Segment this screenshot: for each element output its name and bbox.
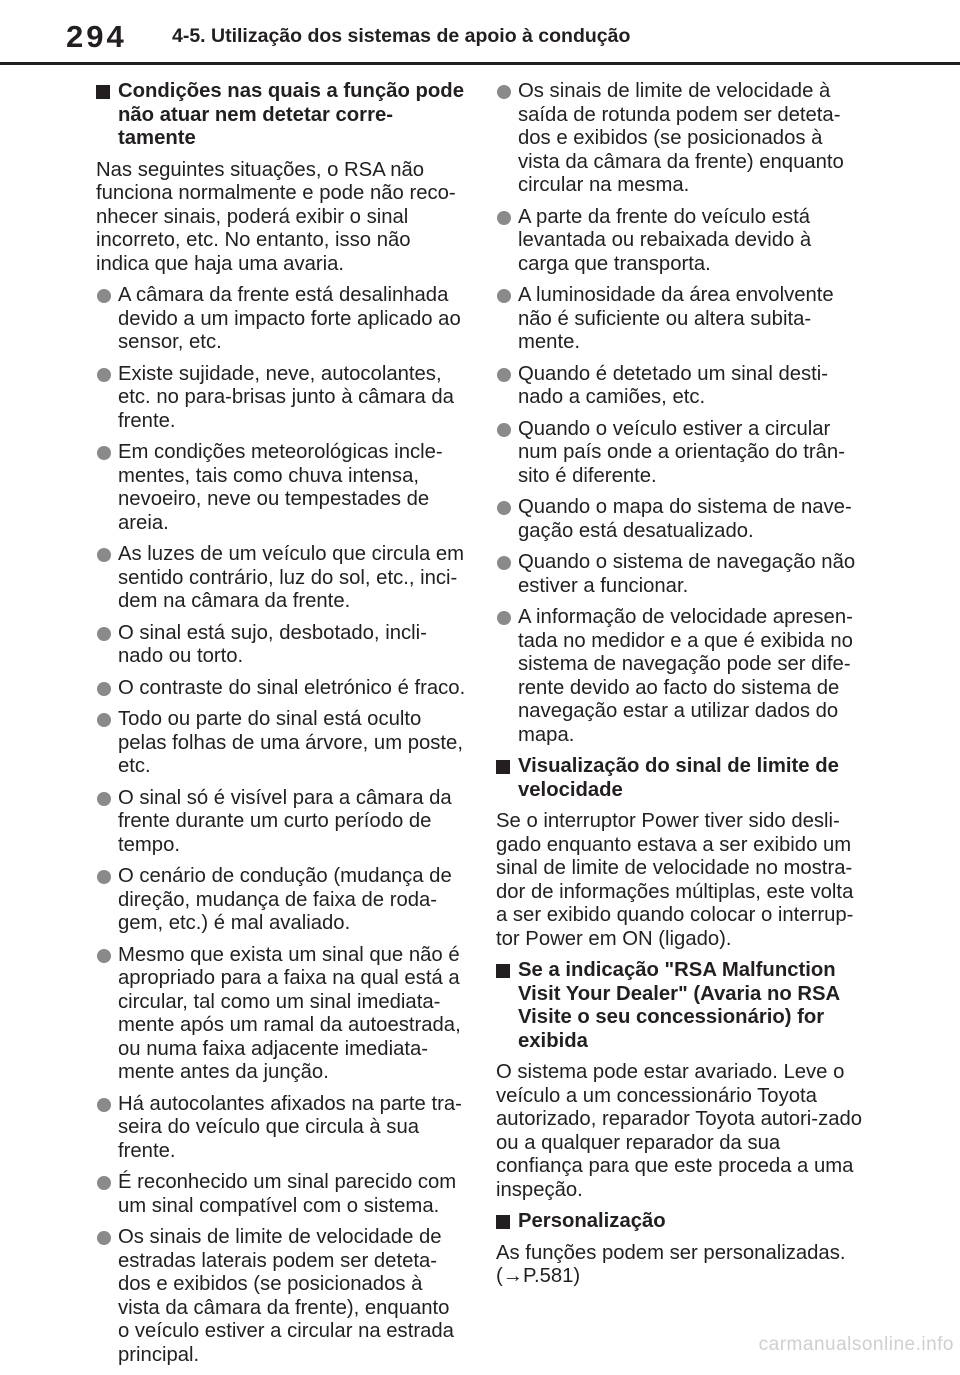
watermark: carmanualsonline.info [758,1334,954,1355]
sign-display-paragraph: Se o interruptor Power tiver sido desli-gado enquanto estava a ser exibido um sinal de limite de velocidade no mostra-dor de informações múltiplas, este volta a ser exibido quando colocar o interrup-tor Power em ON (ligado). [496,810,854,950]
bullet-dot-icon [497,289,511,303]
bullet-dot-icon [497,611,511,625]
list-item [96,865,466,936]
list-item-text: É reconhecido um sinal parecido com um sinal compatível com o sistema. [118,1171,457,1217]
section-title: 4-5. Utilização dos sistemas de apoio à condução [172,25,631,47]
list-item [96,622,466,669]
bullet-dot-icon [97,446,111,460]
list-item-text: A informação de velocidade apresen-tada no medidor e a que é exibida no sistema de navegação pode ser dife-rente devido ao facto do sistema de navegação estar a utilizar dados do mapa. [518,606,853,746]
list-item-text: Todo ou parte do sinal está oculto pelas folhas de uma árvore, um poste, etc. [118,708,463,777]
list-item [96,1226,466,1367]
customization-paragraph: As funções podem ser personalizadas. (→P.581) [496,1241,846,1287]
bullet-dot-icon [97,289,111,303]
list-item [496,551,866,598]
bullet-dot-icon [97,682,111,696]
square-bullet-icon [496,1215,510,1229]
condition-list-continued [496,80,866,747]
list-item [496,496,866,543]
list-item-text: O sinal está sujo, desbotado, incli-nado ou torto. [118,621,427,667]
list-item [96,441,466,535]
bullet-dot-icon [497,368,511,382]
bullet-dot-icon [97,1098,111,1112]
bullet-dot-icon [497,556,511,570]
list-item [496,418,866,489]
list-item-text: Existe sujidade, neve, autocolantes, etc. no para-brisas junto à câmara da frente. [118,362,454,432]
list-item [96,787,466,858]
list-item-text: Quando é detetado um sinal desti-nado a camiões, etc. [518,362,829,408]
bullet-dot-icon [97,368,111,382]
list-item [496,206,866,277]
bullet-dot-icon [97,1176,111,1190]
square-bullet-icon [496,964,510,978]
list-item-text: O contraste do sinal eletrónico é fraco. [118,676,466,699]
bullet-dot-icon [97,870,111,884]
list-item [96,1093,466,1164]
malfunction-paragraph: O sistema pode estar avariado. Leve o veículo a um concessionário Toyota autorizado, reparador Toyota autori-zado ou a qualquer reparador da sua confiança para que este proceda a uma inspeção. [496,1061,863,1201]
list-item [96,1171,466,1218]
left-column [96,80,466,1375]
list-item-text: Quando o sistema de navegação não estiver a funcionar. [518,551,856,597]
list-item [96,677,466,701]
list-item [496,284,866,355]
square-bullet-icon [496,760,510,774]
bullet-dot-icon [497,85,511,99]
list-item [96,363,466,434]
heading-text: Condições nas quais a função pode não atuar nem detetar corre-tamente [118,80,464,149]
list-item-text: As luzes de um veículo que circula em sentido contrário, luz do sol, etc., inci-dem na câmara da frente. [118,543,465,612]
bullet-dot-icon [97,548,111,562]
list-item [496,363,866,410]
bullet-dot-icon [97,1231,111,1245]
section-heading-customization [496,1210,866,1234]
list-item [96,543,466,614]
list-item-text: A luminosidade da área envolvente não é suficiente ou altera subita-mente. [518,284,834,353]
list-item-text: Há autocolantes afixados na parte tra-seira do veículo que circula à sua frente. [118,1092,462,1162]
list-item-text: Os sinais de limite de velocidade à saída de rotunda podem ser deteta-dos e exibidos (se posicionados à vista da câmara da frente) enquanto circular na mesma. [518,80,844,196]
list-item [496,606,866,747]
header-divider [0,62,960,65]
square-bullet-icon [96,85,110,99]
page-number: 294 [66,19,127,54]
list-item [96,708,466,779]
bullet-dot-icon [97,627,111,641]
list-item-text: O sinal só é visível para a câmara da frente durante um curto período de tempo. [118,786,452,856]
bullet-dot-icon [97,949,111,963]
section-heading-sign-display [496,755,866,802]
list-item-text: Mesmo que exista um sinal que não é apropriado para a faixa na qual está a circular, tal como um sinal imediata-mente após um ramal da autoestrada, ou numa faixa adjacente imediata-mente antes da junção. [118,943,461,1083]
bullet-dot-icon [97,792,111,806]
page-header [0,0,960,66]
bullet-dot-icon [497,423,511,437]
intro-paragraph: Nas seguintes situações, o RSA não funciona normalmente e pode não reco-nhecer sinais, poderá exibir o sinal incorreto, etc. No entanto, isso não indica que haja uma avaria. [96,158,456,275]
list-item [96,944,466,1085]
list-item-text: Os sinais de limite de velocidade de estradas laterais podem ser deteta-dos e exibidos (se posicionados à vista da câmara da frente), enquanto o veículo estiver a circular na estrada principal. [118,1226,454,1366]
heading-text: Personalização [518,1210,666,1232]
list-item-text: Quando o mapa do sistema de nave-gação está desatualizado. [518,496,852,542]
list-item-text: O cenário de condução (mudança de direção, mudança de faixa de roda-gem, etc.) é mal avaliado. [118,865,452,934]
bullet-dot-icon [497,501,511,515]
list-item [496,80,866,198]
bullet-dot-icon [97,713,111,727]
list-item-text: A câmara da frente está desalinhada devido a um impacto forte aplicado ao sensor, etc. [118,284,461,353]
heading-text: Se a indicação "RSA Malfunction Visit Your Dealer" (Avaria no RSA Visite o seu concessionário) for exibida [518,959,840,1052]
list-item [96,284,466,355]
right-column [496,80,866,1297]
section-heading-malfunction [496,959,866,1053]
heading-text: Visualização do sinal de limite de velocidade [518,755,839,801]
section-heading-conditions [96,80,466,151]
list-item-text: A parte da frente do veículo está levantada ou rebaixada devido à carga que transporta. [518,205,812,275]
condition-list [96,284,466,1367]
list-item-text: Em condições meteorológicas incle-mentes, tais como chuva intensa, nevoeiro, neve ou tempestades de areia. [118,441,443,534]
bullet-dot-icon [497,211,511,225]
list-item-text: Quando o veículo estiver a circular num país onde a orientação do trân-sito é diferente. [518,417,845,487]
